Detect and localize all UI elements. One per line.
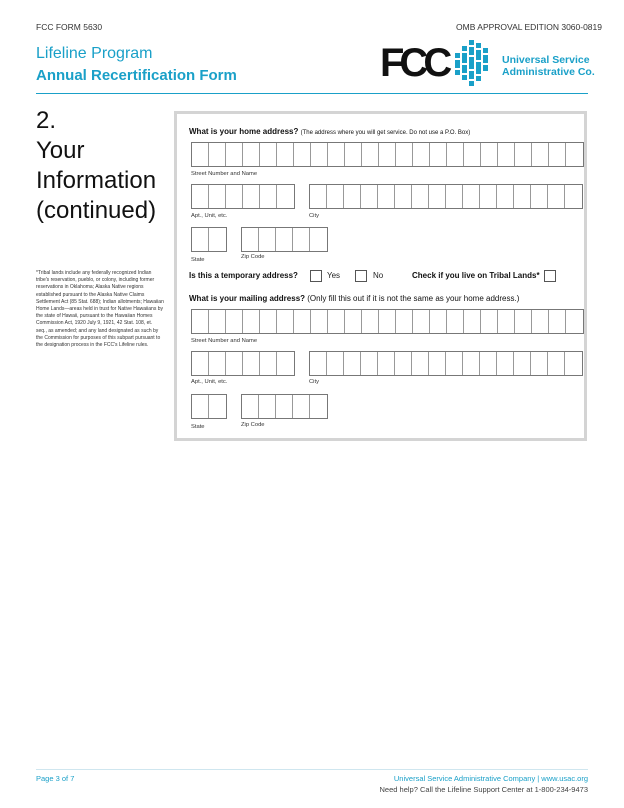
mailing-state-label: State <box>191 424 205 430</box>
temporary-no-label: No <box>373 271 384 280</box>
mailing-apt-label: Apt., Unit, etc. <box>191 379 228 385</box>
temporary-no-checkbox[interactable] <box>355 270 367 282</box>
mailing-zip-input[interactable] <box>241 394 328 419</box>
mailing-address-question: What is your mailing address? (Only fill this out if it is not the same as your home address.) <box>189 294 520 303</box>
tribal-lands-checkbox[interactable] <box>544 270 556 282</box>
page-number: Page 3 of 7 <box>36 774 75 783</box>
fcc-logo <box>380 40 448 85</box>
usac-wordmark: Universal Service Administrative Co. <box>502 54 595 78</box>
mailing-city-label: City <box>309 379 319 385</box>
home-apt-input[interactable] <box>191 184 295 209</box>
footer-company: Universal Service Administrative Company | www.usac.org <box>393 774 588 783</box>
home-apt-label: Apt., Unit, etc. <box>191 213 228 219</box>
mailing-apt-input[interactable] <box>191 351 295 376</box>
home-state-input[interactable] <box>191 227 227 252</box>
section-heading: 2. Your Information (continued) <box>36 107 157 224</box>
usac-logo-mark <box>455 40 495 88</box>
tribal-lands-question: Check if you live on Tribal Lands* <box>412 271 540 280</box>
home-city-input[interactable] <box>309 184 583 209</box>
home-city-label: City <box>309 213 319 219</box>
mailing-street-input[interactable] <box>191 309 584 334</box>
home-street-input[interactable] <box>191 142 584 167</box>
mailing-city-input[interactable] <box>309 351 583 376</box>
mailing-zip-label: Zip Code <box>241 422 265 428</box>
home-street-label: Street Number and Name <box>191 171 258 177</box>
home-zip-label: Zip Code <box>241 254 265 260</box>
svg-text:FCC: FCC <box>380 41 448 85</box>
form-number: FCC FORM 5630 <box>36 22 103 32</box>
temporary-question: Is this a temporary address? <box>189 271 298 280</box>
header-divider <box>36 93 588 94</box>
home-zip-input[interactable] <box>241 227 328 252</box>
tribal-lands-footnote: *Tribal lands include any federally recognized Indian tribe's reservation, pueblo, or colony, including former reservations in Oklahoma; Alaska Native regions established pursuant to the Alaska Native Claims Settlement Act (85 Stat. 688); Indian allotments; Hawaiian Home Lands—areas held in trust for Native Hawaiians by the state of Hawaii, pursuant to the Hawaiian Homes Commission Act, 1920 July 9, 1921, 42 Stat. 108, et. seq., as amended; and any land designated as such by the Commission for purposes of this subpart pursuant to the designation process in the FCC's Lifeline rules. <box>36 270 164 349</box>
footer-divider <box>36 769 588 770</box>
temporary-yes-checkbox[interactable] <box>310 270 322 282</box>
temporary-yes-label: Yes <box>327 271 341 280</box>
footer-help: Need help? Call the Lifeline Support Center at 1-800-234-9473 <box>379 785 588 794</box>
mailing-street-label: Street Number and Name <box>191 338 258 344</box>
omb-approval: OMB APPROVAL EDITION 3060-0819 <box>456 22 602 32</box>
mailing-state-input[interactable] <box>191 394 227 419</box>
address-panel <box>174 111 587 441</box>
program-name: Lifeline Program <box>36 45 153 62</box>
form-title: Annual Recertification Form <box>36 67 237 84</box>
home-state-label: State <box>191 257 205 263</box>
home-address-question: What is your home address? (The address where you will get service. Do not use a P.O. Box) <box>189 127 471 136</box>
